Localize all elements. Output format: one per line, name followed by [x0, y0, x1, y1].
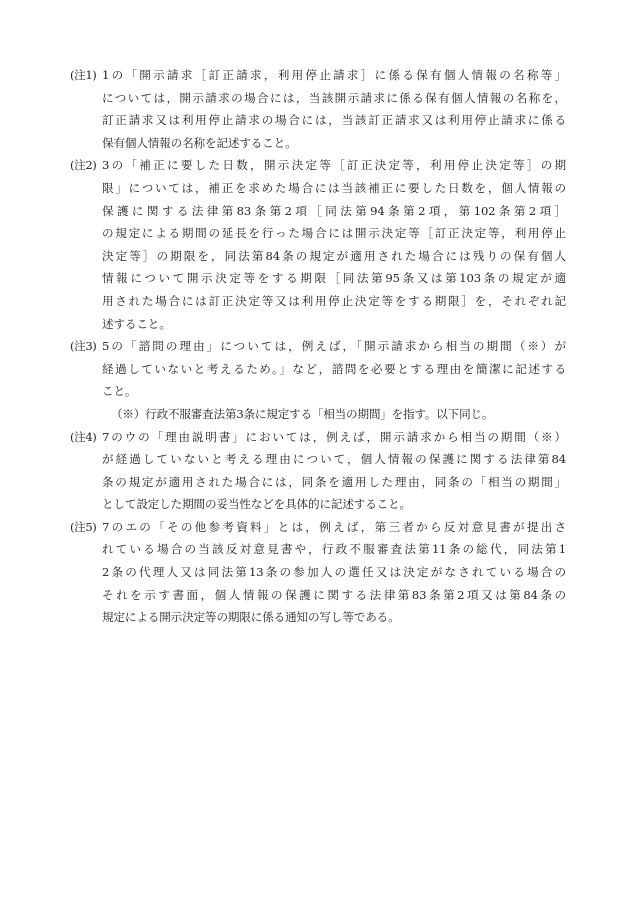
note-2 [70, 154, 566, 335]
note-line: 保有個人情報の名称を記述すること。 [102, 135, 297, 150]
note-line: として設定した期間の妥当性などを具体的に記述すること。 [102, 497, 411, 512]
note-line: れている場合の当該反対意見書や，行政不服審査法第11条の総代，同法第1 [102, 542, 566, 557]
note-line: 3の「補正に要した日数，開示決定等［訂正決定等，利用停止決定等］の期 [102, 158, 566, 173]
note-line: については，開示請求の場合には，当該開示請求に係る保有個人情報の名称を， [102, 90, 566, 105]
note-line: 規定による開示決定等の期限に係る通知の写し等である。 [102, 610, 400, 625]
note-line: 7のエの「その他参考資料」とは，例えば，第三者から反対意見書が提出さ [102, 519, 566, 534]
note-body [102, 64, 566, 154]
note-line: 1の「開示請求［訂正請求，利用停止請求］に係る保有個人情報の名称等」 [102, 68, 566, 82]
note-line: 限」については，補正を求めた場合には当該補正に要した日数を，個人情報の [102, 180, 566, 195]
note-4 [70, 426, 566, 516]
note-line: 用された場合には訂正決定等又は利用停止決定等をする期限］を，それぞれ記 [102, 293, 566, 308]
note-line: 決定等］の期限を，同法第84条の規定が適用された場合には残りの保有個人 [102, 248, 566, 263]
note-line: 経過していないと考えるため。」など，諮問を必要とする理由を簡潔に記述する [102, 361, 566, 376]
note-line: 保護に関する法律第83条第2項［同法第94条第2項，第102条第2項］ [102, 203, 566, 218]
note-body [102, 426, 566, 516]
note-label: (注5) [70, 519, 97, 534]
note-5 [70, 516, 566, 629]
note-3-sub [70, 403, 566, 426]
note-line: が経過していないと考える理由について，個人情報の保護に関する法律第84 [102, 452, 566, 467]
note-1 [70, 64, 566, 154]
notes-section [70, 64, 566, 629]
note-line: 情報について開示決定等をする期限［同法第95条又は第103条の規定が適 [102, 271, 566, 286]
note-line: 2条の代理人又は同法第13条の参加人の選任又は決定がなされている場合の [102, 565, 566, 580]
note-line: の規定による期間の延長を行った場合には開示決定等［訂正決定等，利用停止 [102, 226, 566, 241]
note-line: それを示す書面，個人情報の保護に関する法律第83条第2項又は第84条の [102, 587, 566, 602]
note-line: 5の「諮問の理由」については，例えば，「開示請求から相当の期間（※）が [102, 339, 566, 354]
note-label: (注3) [70, 339, 97, 354]
note-label: (注2) [70, 158, 97, 173]
note-line: 7のウの「理由説明書」においては，例えば，開示請求から相当の期間（※） [102, 429, 566, 444]
note-label: (注1) [70, 68, 97, 82]
note-body [102, 154, 566, 335]
note-line: 条の規定が適用された場合には，同条を適用した理由，同条の「相当の期間」 [102, 474, 566, 489]
note-body [102, 335, 566, 403]
note-label: (注4) [70, 429, 97, 444]
note-line: 訂正請求又は利用停止請求の場合には，当該訂正請求又は利用停止請求に係る [102, 113, 566, 128]
note-line: 述すること。 [102, 316, 171, 331]
note-body [102, 516, 566, 629]
note-sub-line: （※）行政不服審査法第3条に規定する「相当の期間」を指す。以下同じ。 [111, 406, 494, 421]
note-line: こと。 [102, 384, 137, 399]
note-3 [70, 335, 566, 403]
